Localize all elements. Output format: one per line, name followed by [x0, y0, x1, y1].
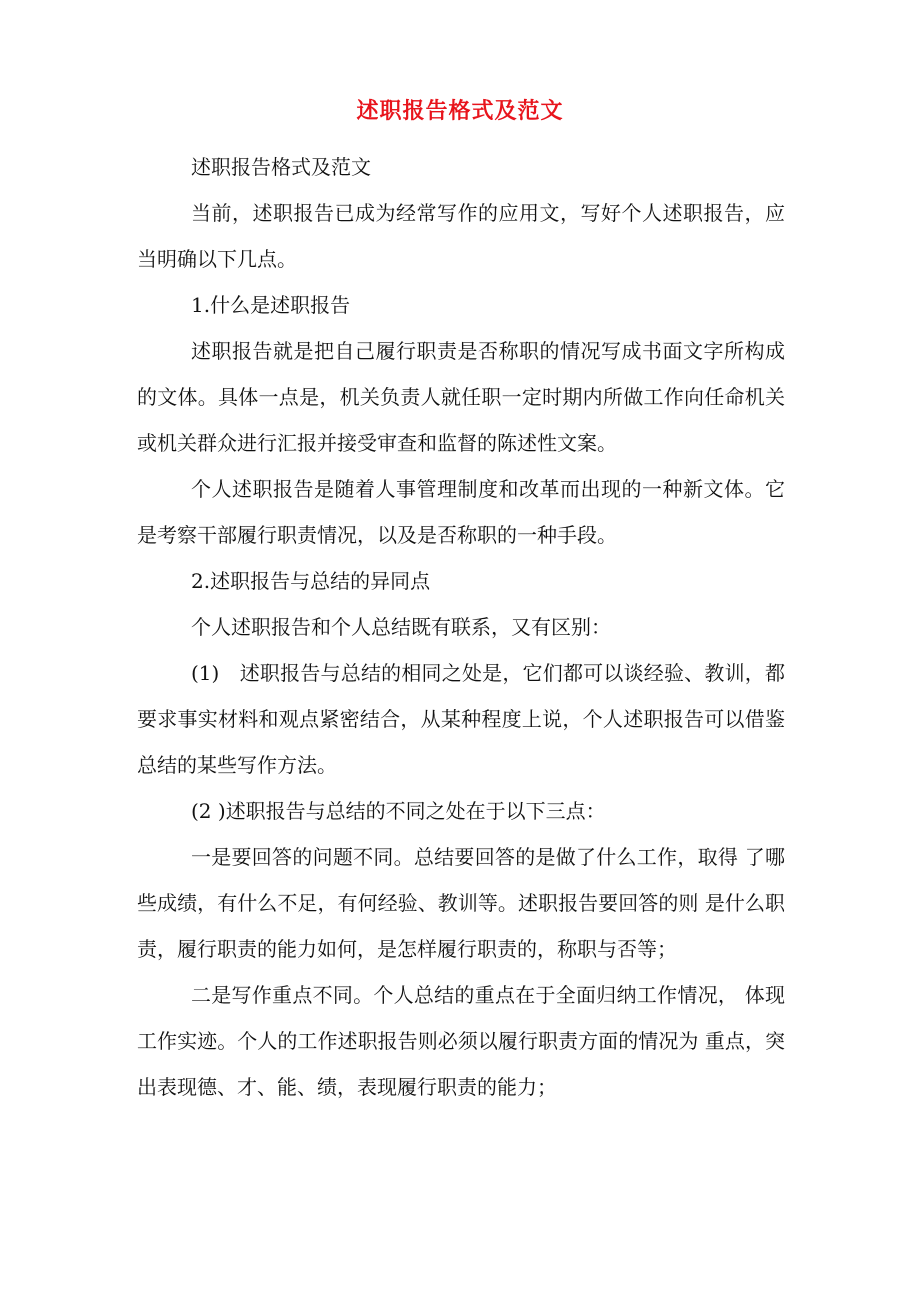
paragraph-new-style: 个人述职报告是随着人事管理制度和改革而出现的一种新文体。它是考察干部履行职责情况，以及是否称职的一种手段。: [137, 477, 785, 547]
paragraph-similarity: (1) 述职报告与总结的相同之处是，它们都可以谈经验、教训，都要求事实材料和观点紧密结合，从某种程度上说，个人述职报告可以借鉴总结的某些写作方法。: [137, 661, 785, 777]
section-heading-2: 2.述职报告与总结的异同点: [191, 569, 431, 593]
document-title: 述职报告格式及范文: [356, 98, 564, 124]
paragraph-difference-1: 一是要回答的问题不同。总结要回答的是做了什么工作，取得 了哪些成绩，有什么不足，有何经验、教训等。述职报告要回答的则 是什么职责，履行职责的能力如何，是怎样履行职责的，称职与否等；: [137, 845, 785, 961]
paragraph-difference-2: 二是写作重点不同。个人总结的重点在于全面归纳工作情况， 体现工作实迹。个人的工作述职报告则必须以履行职责方面的情况为 重点，突出表现德、才、能、绩，表现履行职责的能力；: [137, 983, 785, 1099]
paragraph-difference-intro: (2 )述职报告与总结的不同之处在于以下三点：: [191, 799, 606, 823]
section-heading-1: 1.什么是述职报告: [191, 293, 351, 317]
paragraph-subtitle: 述职报告格式及范文: [191, 155, 371, 179]
paragraph-intro: 当前，述职报告已成为经常写作的应用文，写好个人述职报告，应当明确以下几点。: [137, 201, 785, 271]
paragraph-definition: 述职报告就是把自己履行职责是否称职的情况写成书面文字所构成的文体。具体一点是，机关负责人就任职一定时期内所做工作向任命机关或机关群众进行汇报并接受审查和监督的陈述性文案。: [137, 339, 785, 455]
document-body: [137, 144, 785, 1110]
paragraph-relation: 个人述职报告和个人总结既有联系，又有区别：: [191, 615, 611, 639]
